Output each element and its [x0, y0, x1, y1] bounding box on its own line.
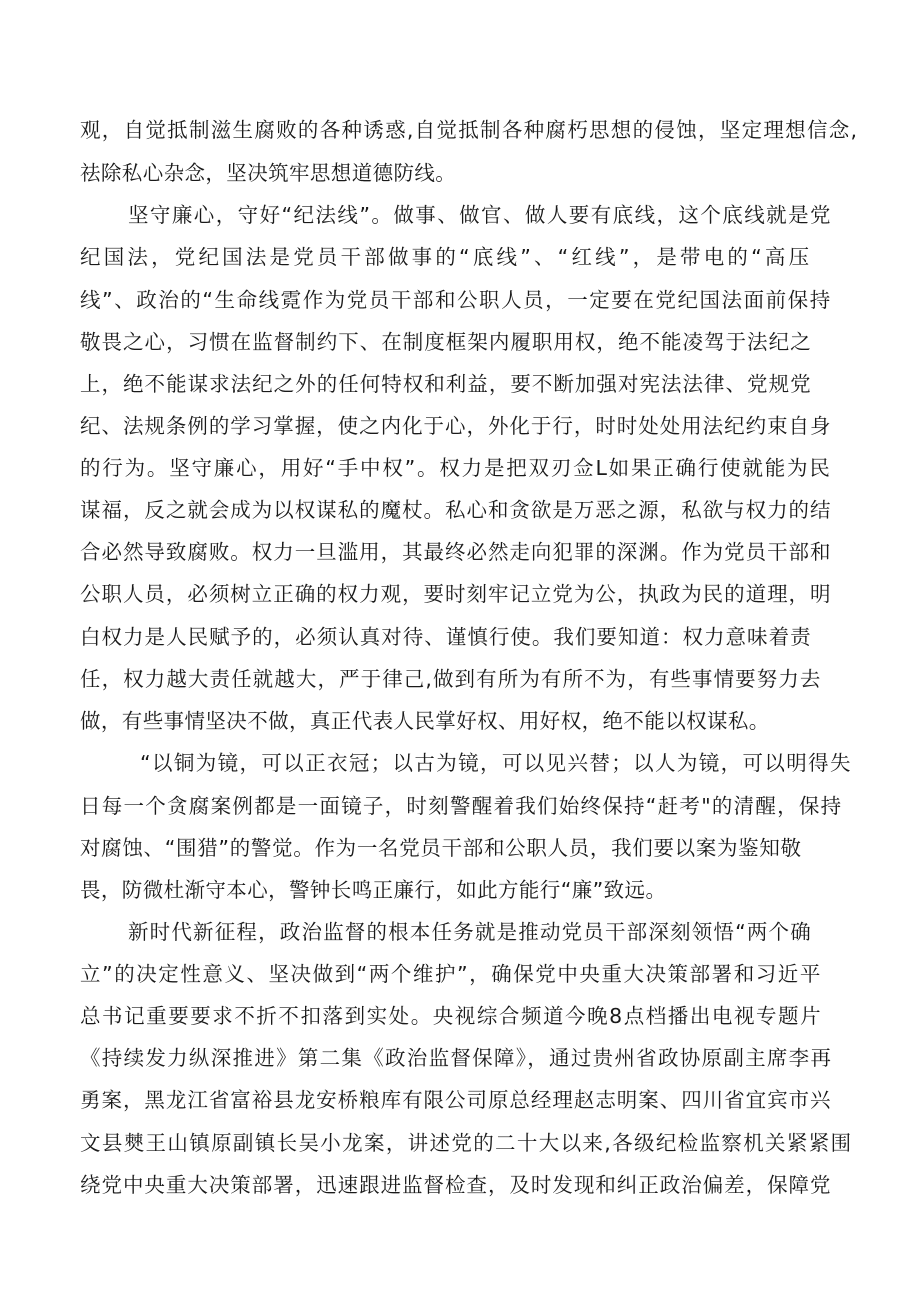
text-line: 文县僰王山镇原副镇长吴小龙案，讲述党的二十大以来,各级纪检监察机关紧紧围	[80, 1131, 853, 1155]
text-line: 勇案，黑龙江省富裕县龙安桥粮库有限公司原总经理赵志明案、四川省宜宾市兴	[80, 1088, 832, 1112]
text-line: 白权力是人民赋予的，必须认真对待、谨慎行使。我们要知道：权力意味着责	[80, 625, 812, 649]
text-line: 畏，防微杜渐守本心，警钟长鸣正廉行，如此方能行“廉”致远。	[80, 878, 667, 902]
text-line: 日每一个贪腐案例都是一面镜子，时刻警醒着我们始终保持“赶考"的清醒，保持	[80, 794, 843, 818]
text-line: 祛除私心杂念，坚决筑牢思想道德防线。	[80, 161, 457, 185]
text-line: 《持续发力纵深推进》第二集《政治监督保障》，通过贵州省政协原副主席李再	[80, 1046, 833, 1070]
text-line: 上，绝不能谋求法纪之外的任何特权和利益，要不断加强对宪法法律、党规党	[80, 372, 812, 396]
text-line: 谋福，反之就会成为以权谋私的魔杖。私心和贪欲是万恶之源，私欲与权力的结	[80, 498, 832, 522]
text-line: 任，权力越大责任就越大，严于律己,做到有所为有所不为，有些事情要努力去	[80, 667, 822, 691]
text-line: 观，自觉抵制滋生腐败的各种诱惑,自觉抵制各种腐朽思想的侵蚀，坚定理想信念,	[80, 118, 859, 142]
text-line: 立”的决定性意义、坚决做到“两个维护”，确保党中央重大决策部署和习近平	[80, 962, 822, 986]
text-line: “以铜为镜，可以正衣冠；以古为镜，可以见兴替；以人为镜，可以明得失	[140, 751, 852, 775]
text-line: 纪、法规条例的学习掌握，使之内化于心，外化于行，时时处处用法纪约束自身	[80, 414, 832, 438]
text-line: 坚守廉心，守好“纪法线”。做事、做官、做人要有底线，这个底线就是党	[128, 203, 832, 227]
text-line: 做，有些事情坚决不做，真正代表人民掌好权、用好权，绝不能以权谋私。	[80, 709, 770, 733]
text-line: 总书记重要要求不折不扣落到实处。央视综合频道今晚8点档播出电视专题片	[80, 1004, 823, 1028]
text-line: 新时代新征程，政治监督的根本任务就是推动党员干部深刻领悟“两个确	[128, 920, 812, 944]
text-line: 线”、政治的“生命线霓作为党员干部和公职人员，一定要在党纪国法面前保持	[80, 288, 832, 312]
text-line: 纪国法，党纪国法是党员干部做事的“底线”、“红线”，是带电的“高压	[80, 245, 813, 269]
text-line: 公职人员，必须树立正确的权力观，要时刻牢记立党为公，执政为民的道理，明	[80, 582, 832, 606]
text-line: 敬畏之心，习惯在监督制约下、在制度框架内履职用权，绝不能凌驾于法纪之	[80, 330, 812, 354]
text-line: 合必然导致腐败。权力一旦滥用，其最终必然走向犯罪的深渊。作为党员干部和	[80, 540, 832, 564]
text-line: 绕党中央重大决策部署，迅速跟进监督检查，及时发现和纠正政治偏差，保障党	[80, 1173, 832, 1197]
text-line: 对腐蚀、“围猎”的警觉。作为一名党员干部和公职人员，我们要以案为鉴知敬	[80, 836, 802, 860]
text-line: 的行为。坚守廉心，用好“手中权”。权力是把双刃佥L如果正确行使就能为民	[80, 456, 832, 480]
